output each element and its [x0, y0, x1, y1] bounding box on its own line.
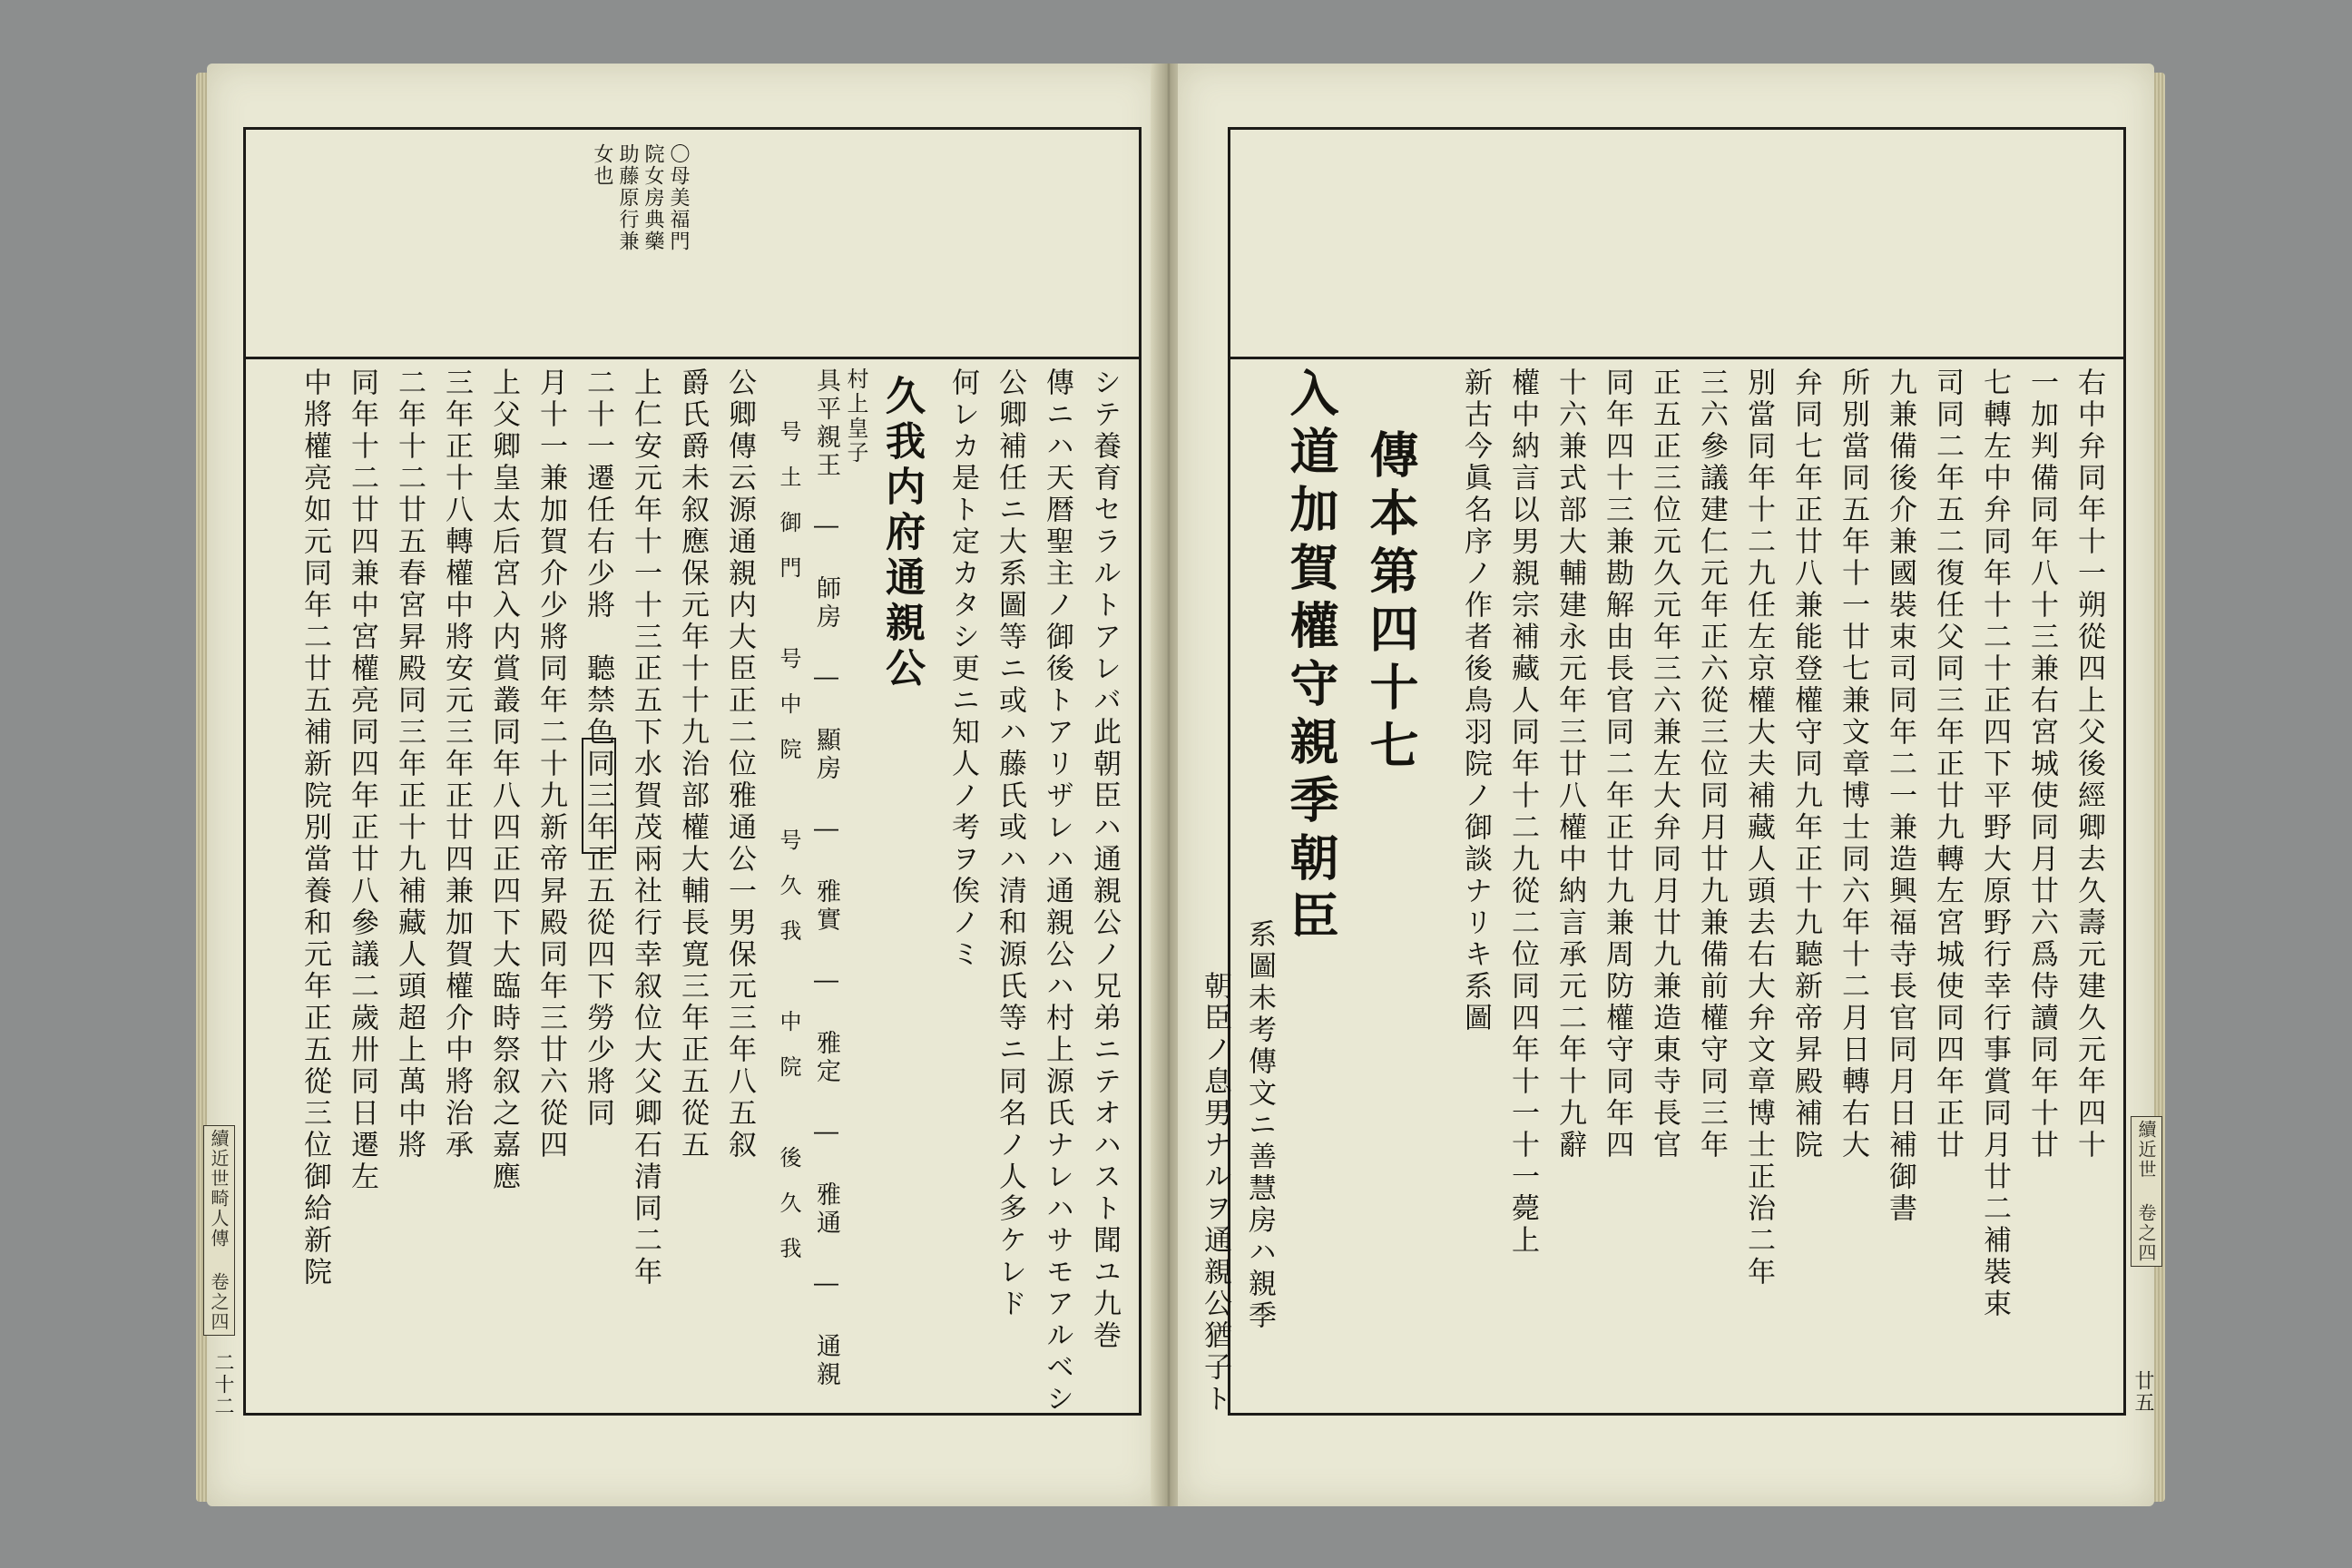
- text-column: 七轉左中弁同年十二十正四下平野大原野行幸行事賞同月廿二補裝束: [1978, 368, 2011, 1320]
- text-column: 三六參議建仁元年正六從三位同月廿九兼備前權守同三年: [1695, 368, 1728, 1161]
- top-note-line: 院女房典藥: [642, 143, 664, 252]
- folio-number: 二十二: [211, 1352, 234, 1417]
- text-column: 十六兼式部大輔建永元年三廿八權中納言承元二年十九辭: [1553, 368, 1586, 1161]
- text-column: 傳ニハ天暦聖主ノ御後トアリザレハ通親公ハ村上源氏ナレハサモアルベシ: [1041, 368, 1073, 1416]
- text-column: 同年十二廿四兼中宮權亮同四年正廿八參議二歲卅同日遷左: [346, 368, 378, 1193]
- text-column: 右中弁同年十一朔從四上父後經卿去久壽元建久元年四十: [2073, 368, 2105, 1161]
- text-column: 公卿傳云源通親内大臣正二位雅通公一男保元三年八五叙: [723, 368, 756, 1161]
- text-column: 別當同年十二九任左京權大夫補藏人頭去右大弁文章博士正治二年: [1742, 368, 1775, 1289]
- left-margin-label: 續近世畸人傳 卷之四: [203, 1125, 235, 1336]
- right-margin-label: 續近世 卷之四: [2131, 1116, 2162, 1267]
- genealogy-note: 村上皇子: [843, 368, 868, 466]
- text-column: 二年十二廿五春宮昇殿同三年正十九補藏人頭超上萬中將: [393, 368, 426, 1161]
- text-column: シテ養育セラルトアレバ此朝臣ハ通親公ノ兄弟ニテオハスト聞ユ九巻: [1088, 368, 1121, 1352]
- text-column: 月十一兼加賀介少將同年二十九新帝昇殿同年三廿六從四: [534, 368, 567, 1161]
- top-note-line: 女也: [591, 143, 613, 187]
- top-note-line: 〇母美福門: [667, 143, 690, 252]
- text-column: 三年正十八轉權中將安元三年正廿四兼加賀權介中將治承: [440, 368, 473, 1161]
- text-column: 公卿補任ニ大系圖等ニ或ハ藤氏或ハ清和源氏等ニ同名ノ人多ケレド: [994, 368, 1026, 1320]
- left-text-frame: [243, 127, 1142, 1416]
- left-page: [207, 64, 1160, 1506]
- right-page: [1178, 64, 2157, 1506]
- header-band-divider: [1230, 357, 2123, 359]
- text-column: 新古今眞名序ノ作者後鳥羽院ノ御談ナリキ系圖: [1459, 368, 1492, 1034]
- text-column: 司同二年五二復任父同三年正廿九轉左宮城使同四年正廿: [1931, 368, 1964, 1161]
- header-band-divider: [246, 357, 1139, 359]
- book-spread: [207, 64, 2157, 1511]
- text-column: 所別當同五年十一廿七兼文章博士同六年十二月日轉右大: [1837, 368, 1869, 1161]
- genealogy-line: 具平親王 ― 師房 ― 顯房 ― 雅實 ― 雅定 ― 雅通 ― 通親: [812, 368, 840, 1389]
- section-title: 久我内府通親公: [878, 375, 925, 692]
- right-text-frame: [1228, 127, 2126, 1416]
- top-note-line: 助藤原行兼: [616, 143, 639, 252]
- text-column: 中將權亮如元同年二廿五補新院別當養和元年正五從三位御給新院: [299, 368, 331, 1289]
- genealogy-names: 号土御門 号中院 号久我 中院 後久我: [776, 420, 801, 1282]
- blank-box-mark: [582, 738, 616, 854]
- lineage-note: 系圖未考傳文ニ善慧房ハ親季: [1243, 919, 1276, 1332]
- text-column: 弁同七年正廿八兼能登權守同九年正十九聽新帝昇殿補院: [1789, 368, 1822, 1161]
- text-column: 權中納言以男親宗補藏人同年十二九從二位同四年十一十一薨上: [1506, 368, 1539, 1257]
- lineage-note: 朝臣ノ息男ナルヲ通親公猶子ト: [1199, 971, 1231, 1416]
- chapter-heading: 傳本第四十七: [1362, 429, 1420, 778]
- text-column: 同年四十三兼勘解由長官同二年正廿九兼周防權守同年四: [1601, 368, 1633, 1161]
- text-column: 一加判備同年八十三兼右宮城使同月廿六爲侍讀同年十廿: [2025, 368, 2058, 1161]
- text-column: 爵氏爵未叙應保元年十十九治部權大輔長寛三年正五從五: [676, 368, 709, 1161]
- folio-number: 廿五: [2132, 1370, 2154, 1414]
- text-column: 上父卿皇太后宮入内賞叢同年八四正四下大臨時祭叙之嘉應: [487, 368, 520, 1193]
- text-column: 二十一遷任右少將 聽禁色同三年正五從四下勞少將同: [582, 368, 614, 1130]
- text-column: 正五正三位元久元年三六兼左大弁同月廿九兼造東寺長官: [1648, 368, 1681, 1161]
- text-column: 何レカ是ト定カタシ更ニ知人ノ考ヲ俟ノミ: [946, 368, 979, 971]
- text-column: 上仁安元年十一十三正五下水賀茂兩社行幸叙位大父卿石清同二年: [629, 368, 662, 1289]
- text-column: 九兼備後介兼國裝束司同年二一兼造興福寺長官同月日補御書: [1884, 368, 1916, 1225]
- entry-title: 入道加賀權守親季朝臣: [1282, 368, 1340, 948]
